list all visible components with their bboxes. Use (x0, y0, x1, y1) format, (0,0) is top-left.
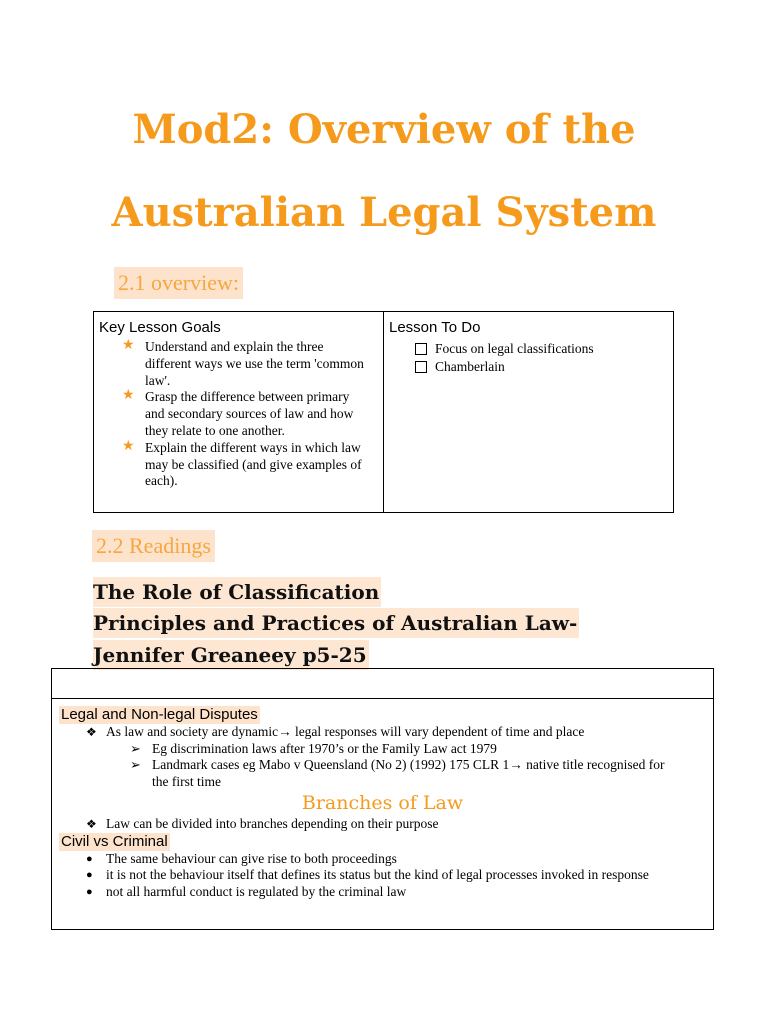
civil-vs-criminal-heading: Civil vs Criminal (61, 832, 168, 850)
civil-vs-criminal-list (52, 851, 713, 901)
dot-bullet-icon: ● (86, 885, 93, 898)
todo-item[interactable]: Focus on legal classifications (384, 340, 673, 358)
dot-bullet-icon: ● (86, 869, 93, 881)
dot-bullet-icon: ● (86, 852, 93, 865)
reading-title-line-2: Principles and Practices of Australian Law- (93, 608, 579, 638)
notes-table-body (51, 698, 714, 930)
key-lesson-goals-cell (94, 312, 384, 512)
list-item: ● it is not the behaviour itself that defines its status but the kind of legal processes invoked in response (86, 867, 649, 882)
section-2-1-heading: 2.1 overview: (114, 267, 243, 299)
branches-list (52, 816, 713, 833)
reading-title-line-3: Jennifer Greaneey p5-25 (93, 640, 369, 670)
checkbox-icon[interactable] (415, 361, 427, 373)
list-item: ➢ Eg discrimination laws after 1970’s or the Family Law act 1979 (130, 740, 497, 756)
todo-item[interactable]: Chamberlain (384, 358, 673, 376)
checkbox-icon[interactable] (415, 343, 427, 355)
diamond-bullet-icon: ❖ (86, 725, 97, 739)
goal-item: ★ Understand and explain the three different ways we use the term 'common law'. (122, 338, 364, 388)
page-title-line-1: Mod2: Overview of the (132, 106, 636, 153)
section-2-2-heading: 2.2 Readings (92, 530, 215, 562)
goals-list (94, 339, 383, 490)
lesson-goals-table (93, 311, 674, 513)
reading-title-line-1: The Role of Classification (93, 577, 381, 607)
goal-item: ★ Grasp the difference between primary and secondary sources of law and how they relate to one another. (122, 388, 354, 438)
arrow-bullet-icon: ➢ (130, 757, 141, 772)
branches-of-law-heading: Branches of Law (301, 792, 464, 814)
list-item: ➢ Landmark cases eg Mabo v Queensland (No 2) (1992) 175 CLR 1→ native title recognised for the first time (130, 757, 665, 789)
todo-list (384, 340, 673, 376)
star-bullet-icon: ★ (122, 438, 135, 454)
lesson-todo-cell (384, 312, 673, 512)
list-item: ● not all harmful conduct is regulated by the criminal law (86, 883, 407, 899)
list-item: ❖ As law and society are dynamic→ legal responses will vary dependent of time and place (86, 724, 585, 739)
legal-disputes-sublist (52, 741, 713, 791)
lesson-todo-heading: Lesson To Do (389, 319, 481, 336)
page-title-line-2: Australian Legal System (111, 189, 657, 236)
arrow-bullet-icon: ➢ (130, 740, 141, 756)
key-lesson-goals-heading: Key Lesson Goals (99, 319, 221, 336)
star-bullet-icon: ★ (122, 338, 135, 353)
legal-disputes-list (52, 724, 713, 741)
list-item: ● The same behaviour can give rise to both proceedings (86, 850, 397, 866)
list-item: ❖ Law can be divided into branches depending on their purpose (86, 816, 439, 831)
goal-item: ★ Explain the different ways in which law may be classified (and give examples of each). (122, 438, 362, 489)
diamond-bullet-icon: ❖ (86, 817, 97, 831)
star-bullet-icon: ★ (122, 388, 135, 404)
notes-table-header-row (51, 668, 714, 699)
legal-disputes-heading: Legal and Non-legal Disputes (61, 706, 258, 723)
